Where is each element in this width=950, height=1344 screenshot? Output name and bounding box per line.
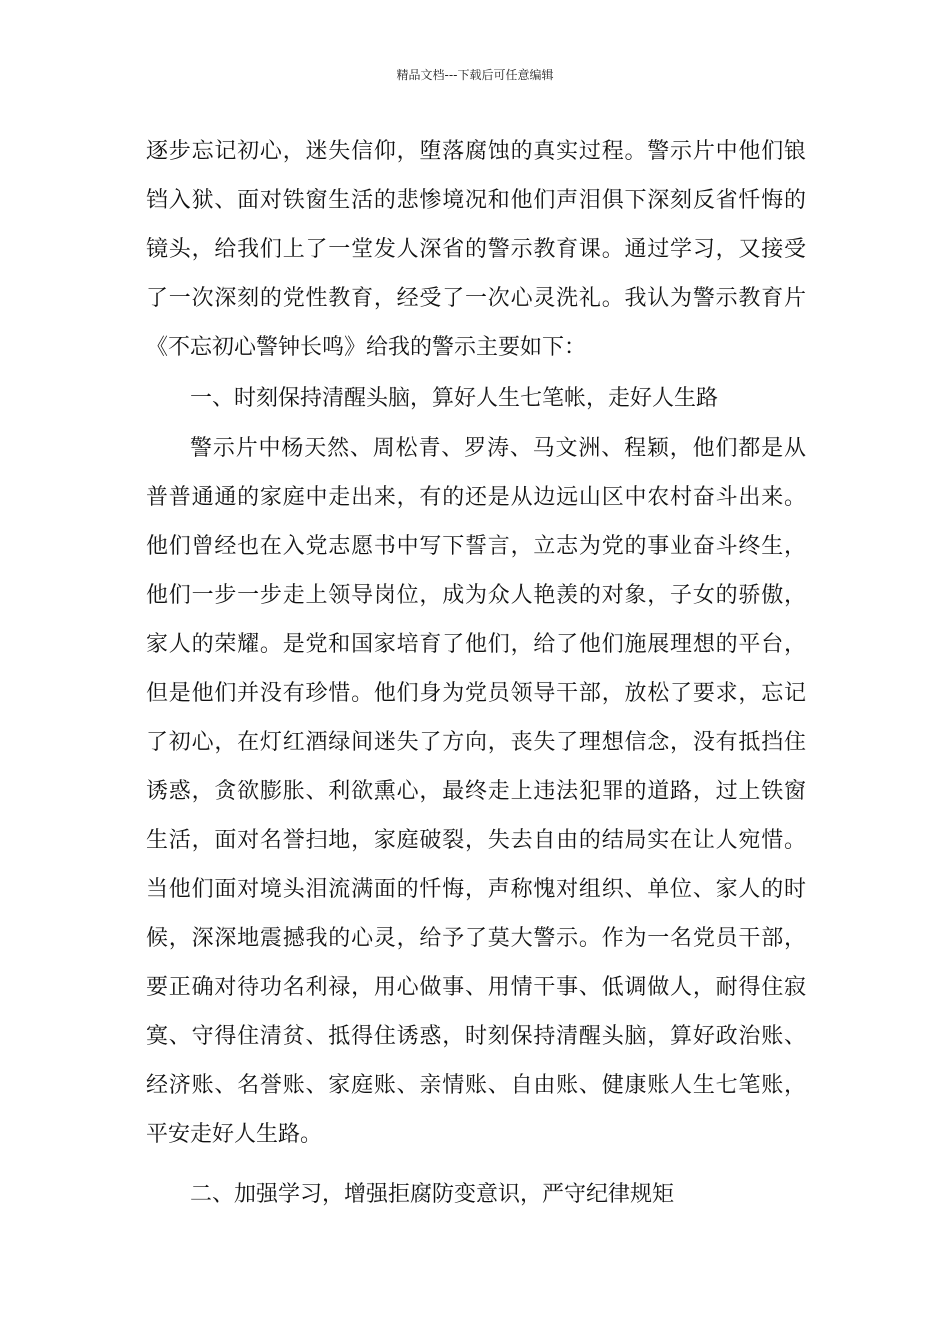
body-line-16: 当他们面对境头泪流满面的忏悔，声称愧对组织、单位、家人的时 (146, 877, 806, 902)
body-line-9: 他们曾经也在入党志愿书中写下誓言，立志为党的事业奋斗终生， (146, 534, 806, 559)
body-line-14: 诱惑，贪欲膨胀、利欲熏心，最终走上违法犯罪的道路，过上铁窗 (146, 779, 806, 804)
section-heading-1: 一、时刻保持清醒头脑，算好人生七笔帐，走好人生路 (190, 386, 719, 411)
body-line-18: 要正确对待功名利禄，用心做事、用情干事、低调做人，耐得住寂 (146, 975, 806, 1000)
body-line-12: 但是他们并没有珍惜。他们身为党员领导干部，放松了要求，忘记 (146, 681, 806, 706)
body-line-20: 经济账、名誉账、家庭账、亲情账、自由账、健康账人生七笔账， (146, 1073, 806, 1098)
body-line-21: 平安走好人生路。 (146, 1122, 323, 1147)
page-header: 精品文档---下载后可任意编辑 (396, 68, 554, 82)
body-line-13: 了初心，在灯红酒绿间迷失了方向，丧失了理想信念，没有抵挡住 (146, 730, 806, 755)
body-line-3: 镜头，给我们上了一堂发人深省的警示教育课。通过学习，又接受 (146, 237, 806, 262)
body-line-11: 家人的荣耀。是党和国家培育了他们，给了他们施展理想的平台， (146, 632, 806, 657)
section-heading-2: 二、加强学习，增强拒腐防变意识，严守纪律规矩 (190, 1182, 675, 1207)
body-line-2: 铛入狱、面对铁窗生活的悲惨境况和他们声泪俱下深刻反省忏悔的 (146, 188, 806, 213)
body-line-1: 逐步忘记初心，迷失信仰，堕落腐蚀的真实过程。警示片中他们锒 (146, 139, 806, 164)
body-line-7: 警示片中杨天然、周松青、罗涛、马文洲、程颖，他们都是从 (190, 436, 806, 461)
body-line-8: 普普通通的家庭中走出来，有的还是从边远山区中农村奋斗出来。 (146, 485, 806, 510)
body-line-19: 寞、守得住清贫、抵得住诱惑，时刻保持清醒头脑，算好政治账、 (146, 1024, 806, 1049)
body-line-10: 他们一步一步走上领导岗位，成为众人艳羡的对象，子女的骄傲， (146, 583, 806, 608)
body-line-17: 候，深深地震撼我的心灵，给予了莫大警示。作为一名党员干部， (146, 926, 806, 951)
body-line-4: 了一次深刻的党性教育，经受了一次心灵洗礼。我认为警示教育片 (146, 286, 806, 311)
body-line-5: 《不忘初心警钟长鸣》给我的警示主要如下： (146, 335, 587, 360)
body-line-15: 生活，面对名誉扫地，家庭破裂，失去自由的结局实在让人宛惜。 (146, 828, 806, 853)
